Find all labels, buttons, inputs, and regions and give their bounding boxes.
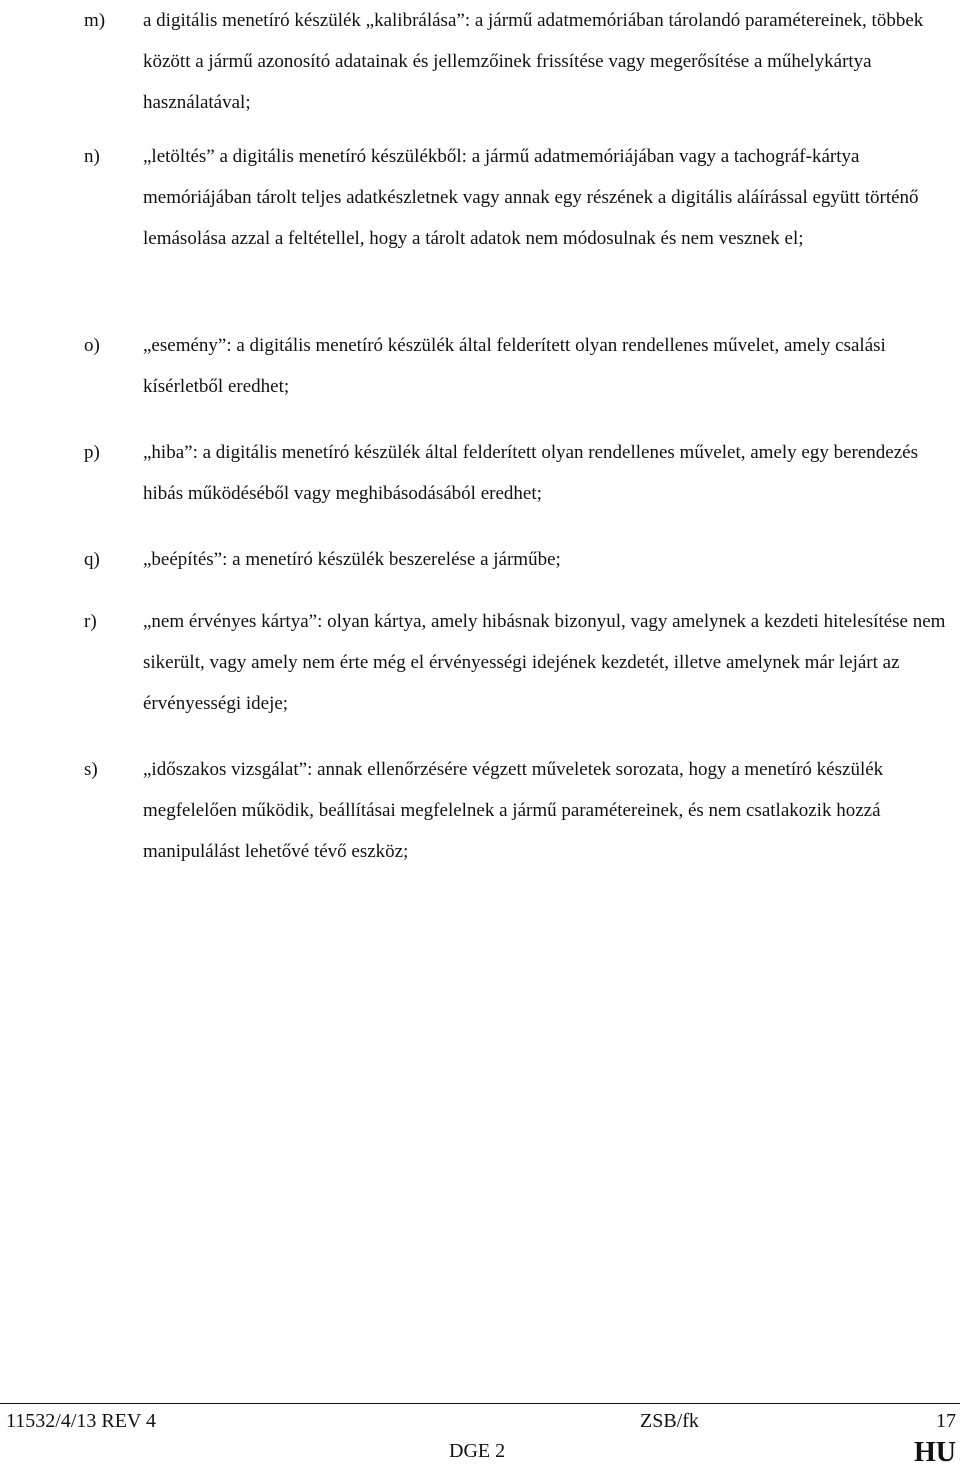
item-text: „esemény”: a digitális menetíró készülék által felderített olyan rendellenes művelet, amely csalási kísérletből eredhet; <box>143 335 886 397</box>
item-text: „hiba”: a digitális menetíró készülék által felderített olyan rendellenes művelet, amely egy berendezés hibás működéséből vagy meghibásodásából eredhet; <box>143 442 918 504</box>
item-label: m) <box>84 10 106 31</box>
item-label: q) <box>84 549 100 570</box>
item-text: a digitális menetíró készülék „kalibrálása”: a jármű adatmemóriában tárolandó paramétereinek, többek között a jármű azonosító adatainak és jellemzőinek frissítése vagy megerősítése a műhelykártya használatával; <box>143 10 924 113</box>
footer-directorate: DGE 2 <box>449 1440 506 1462</box>
item-label: s) <box>84 759 98 780</box>
footer-doc-ref: 11532/4/13 REV 4 <box>6 1410 157 1432</box>
item-text: „nem érvényes kártya”: olyan kártya, amely hibásnak bizonyul, vagy amelynek a kezdeti hitelesítése nem sikerült, vagy amely nem érte még el érvényességi idejének kezdetét, illetve amelynek már lejárt az érvényességi ideje; <box>143 611 946 714</box>
footer-initials: ZSB/fk <box>640 1410 699 1432</box>
item-text: „időszakos vizsgálat”: annak ellenőrzésére végzett műveletek sorozata, hogy a menetíró készülék megfelelően működik, beállításai megfelelnek a jármű paramétereinek, és nem csatlakozik hozzá manipulálást lehetővé tévő eszköz; <box>143 759 884 862</box>
item-label: o) <box>84 335 100 356</box>
footer-divider <box>0 1403 960 1404</box>
footer-language-code: HU <box>914 1437 956 1468</box>
item-text: „letöltés” a digitális menetíró készülékből: a jármű adatmemóriájában vagy a tachográf-kártya memóriájában tárolt teljes adatkészletnek vagy annak egy részének a digitális aláírással együtt történő lemásolása azzal a feltétellel, hogy a tárolt adatok nem módosulnak és nem vesznek el; <box>143 146 919 249</box>
item-text: „beépítés”: a menetíró készülék beszerelése a járműbe; <box>143 549 561 570</box>
footer-page-number: 17 <box>936 1410 956 1432</box>
item-label: p) <box>84 442 100 463</box>
item-label: r) <box>84 611 97 632</box>
item-label: n) <box>84 146 100 167</box>
